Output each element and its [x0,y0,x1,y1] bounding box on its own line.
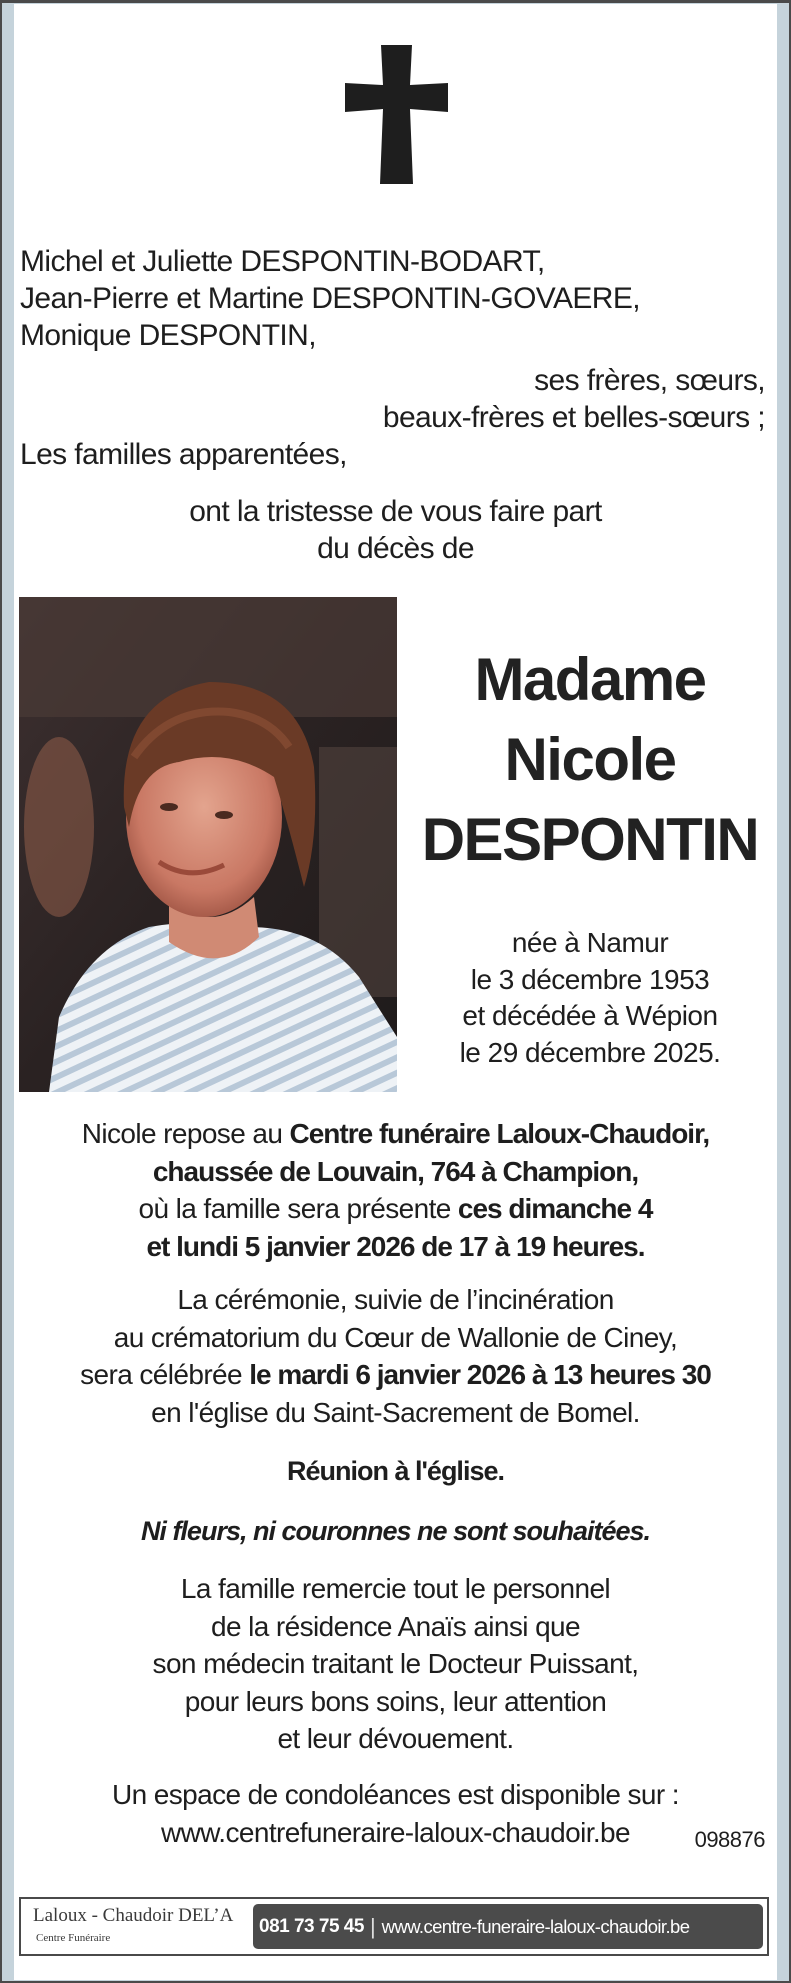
condolences-link[interactable]: www.centrefuneraire-laloux-chaudoir.be [160,1816,631,1848]
ceremony-l3-bold: le mardi 6 janvier 2026 à 13 heures 30 [249,1359,711,1390]
contact-pill [253,1904,763,1949]
deceased-last-name: DESPONTIN [421,806,759,873]
thanks-line-2: de la résidence Anaïs ainsi que [211,1610,580,1642]
visitation-l4-bold: et lundi 5 janvier 2026 de 17 à 19 heures. [146,1230,645,1262]
condolences-line: Un espace de condoléances est disponible sur : [111,1779,679,1810]
funeral-home-subtitle: Centre Funéraire [36,1932,111,1944]
funeral-home-logo: Laloux - Chaudoir DEL’A [33,1905,234,1926]
condolences-text [14,1776,777,1851]
deceased-title: Madame [474,646,706,713]
intro-line-2: du décès de [317,532,474,565]
meeting-note: Réunion à l'église. [287,1456,504,1486]
ceremony-l1: La cérémonie, suivie de l’incinération [177,1284,614,1315]
deceased-first-name: Nicole [504,726,676,793]
visitation-text [14,1115,777,1265]
deceased-dates [420,925,760,1071]
deceased-name-block [420,640,760,880]
relation-line-1: ses frères, sœurs, [534,364,765,397]
funeral-home-footer [19,1897,769,1956]
relation-line-2: beaux-frères et belles-sœurs ; [382,401,765,434]
visitation-l3-plain: où la famille sera présente [138,1193,458,1224]
birth-date: le 3 décembre 1953 [470,963,710,995]
relatives-line: Les familles apparentées, [20,438,347,471]
thanks-line-5: et leur dévouement. [277,1723,514,1754]
thanks-text [14,1570,777,1758]
family-line-1: Michel et Juliette DESPONTIN-BODART, [20,245,545,278]
thanks-line-3: son médecin traitant le Docteur Puissant, [152,1648,639,1679]
family-line-3: Monique DESPONTIN, [20,319,316,352]
deceased-photo [19,597,397,1092]
reference-number: 098876 [694,1827,765,1852]
phone-number[interactable]: 081 73 75 45 [259,1915,364,1937]
ceremony-text [14,1281,777,1431]
thanks-line-1: La famille remercie tout le personnel [180,1573,611,1604]
intro-line-1: ont la tristesse de vous faire part [189,495,602,528]
death-place: et décédée à Wépion [462,1000,718,1031]
visitation-l1-plain: Nicole repose au [81,1118,290,1149]
death-date: le 29 décembre 2025. [459,1036,721,1068]
flowers-note: Ni fleurs, ni couronnes ne sont souhaitées. [140,1516,651,1546]
website-link[interactable]: www.centre-funeraire-laloux-chaudoir.be [381,1915,690,1937]
family-line-2: Jean-Pierre et Martine DESPONTIN-GOVAERE, [20,282,641,315]
cross-icon [345,45,448,184]
visitation-l2-bold: chaussée de Louvain, 764 à Champion, [152,1155,639,1187]
visitation-l3-bold: ces dimanche 4 [457,1193,653,1224]
thanks-line-4: pour leurs bons soins, leur attention [184,1685,607,1717]
ceremony-l2: au crématorium du Cœur de Wallonie de Ciney, [113,1321,678,1353]
birth-place: née à Namur [511,927,669,958]
ceremony-l4: en l'église du Saint-Sacrement de Bomel. [151,1396,640,1428]
visitation-l1-bold: Centre funéraire Laloux-Chaudoir, [289,1118,710,1149]
portrait-image [19,597,397,1092]
separator: | [369,1913,376,1939]
intro-text [14,493,777,567]
ceremony-l3-plain: sera célébrée [80,1359,250,1390]
